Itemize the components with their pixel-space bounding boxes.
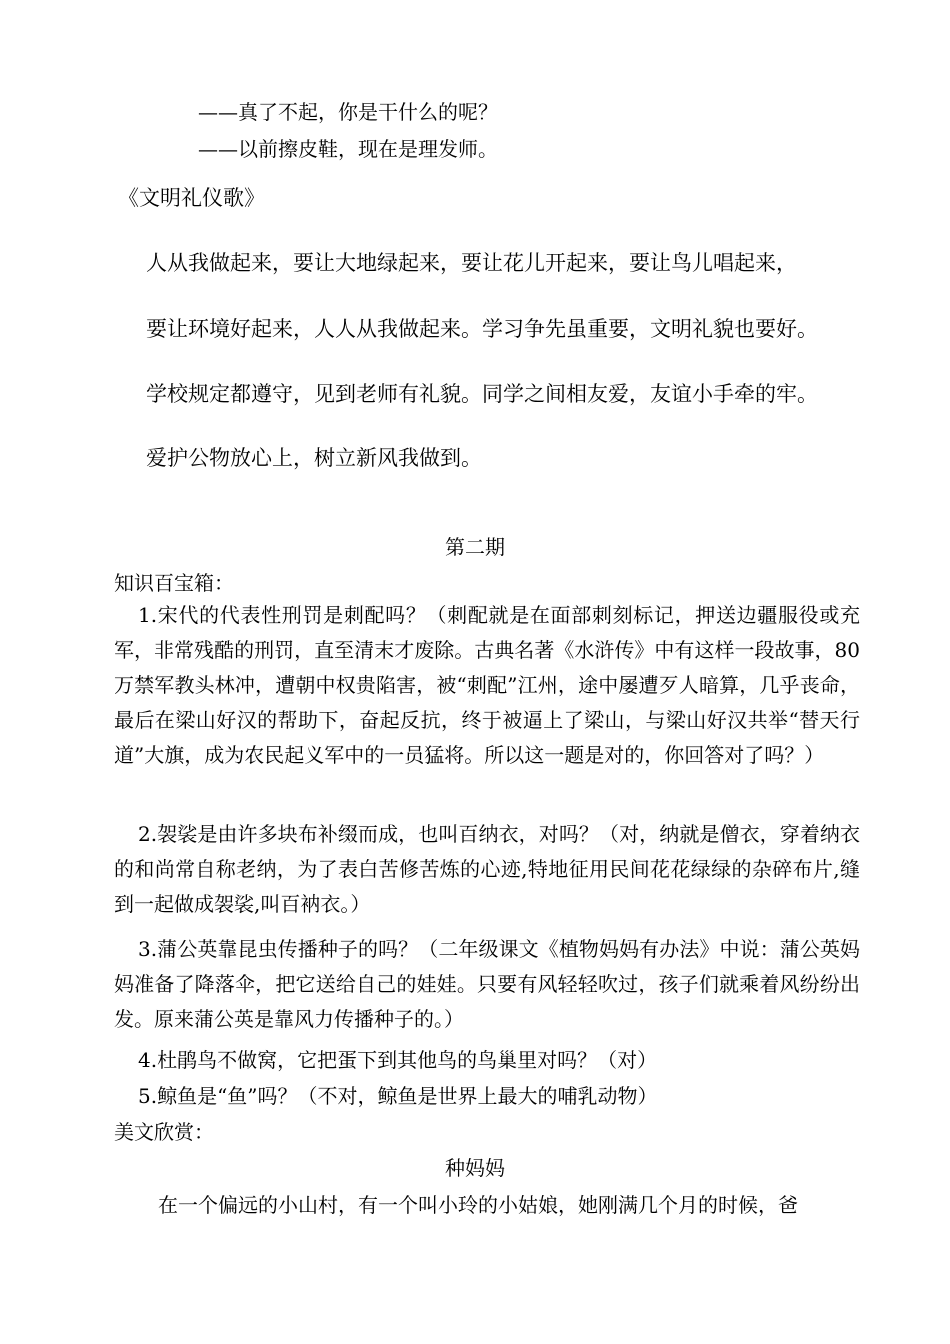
poem-title: 《文明礼仪歌》 <box>118 186 265 210</box>
dialogue-line-1: ——真了不起，你是干什么的呢？ <box>198 100 498 124</box>
poem-line-1: 人从我做起来，要让大地绿起来，要让花儿开起来，要让鸟儿唱起来， <box>146 251 797 275</box>
poem-line-3: 学校规定都遵守，见到老师有礼貌。同学之间相友爱，友谊小手牵的牢。 <box>146 382 818 406</box>
essay-first-line: 在一个偏远的小山村，有一个叫小玲的小姑娘，她刚满几个月的时候，爸 <box>158 1193 798 1217</box>
issue-title: 第二期 <box>445 535 505 559</box>
essay-title: 种妈妈 <box>445 1156 505 1180</box>
knowledge-item-5: 5.鲸鱼是“鱼”吗？（不对，鲸鱼是世界上最大的哺乳动物） <box>138 1084 658 1108</box>
knowledge-heading: 知识百宝箱： <box>114 571 234 595</box>
knowledge-item-3: 3.蒲公英靠昆虫传播种子的吗？（二年级课文《植物妈妈有办法》中说：蒲公英妈妈准备了降落伞，把它送给自己的娃娃。只要有风轻轻吹过，孩子们就乘着风纷纷出发。原来蒲公英是靠风力传播种子的。） <box>114 937 860 1031</box>
essay-heading: 美文欣赏： <box>114 1120 214 1144</box>
knowledge-item-1: 1.宋代的代表性刑罚是刺配吗？（刺配就是在面部刺刻标记，押送边疆服役或充军，非常残酷的刑罚，直至清末才废除。古典名著《水浒传》中有这样一段故事，80万禁军教头林冲，遭朝中权贵陷害，被“刺配”江州，途中屡遭歹人暗算，几乎丧命，最后在梁山好汉的帮助下，奋起反抗，终于被逼上了梁山，与梁山好汉共举“替天行道”大旗，成为农民起义军中的一员猛将。所以这一题是对的，你回答对了吗？） <box>114 603 860 767</box>
poem-line-4: 爱护公物放心上，树立新风我做到。 <box>146 446 482 470</box>
knowledge-item-2: 2.袈裟是由许多块布补缀而成，也叫百纳衣，对吗？（对，纳就是僧衣，穿着纳衣的和尚常自称老纳，为了表白苦修苦炼的心迹,特地征用民间花花绿绿的杂碎布片,缝到一起做成袈裟,叫百衲衣。） <box>114 822 860 916</box>
knowledge-item-4: 4.杜鹃鸟不做窝，它把蛋下到其他鸟的鸟巢里对吗？（对） <box>138 1048 658 1072</box>
poem-line-2: 要让环境好起来，人人从我做起来。学习争先虽重要，文明礼貌也要好。 <box>146 317 818 341</box>
dialogue-line-2: ——以前擦皮鞋，现在是理发师。 <box>198 137 498 161</box>
